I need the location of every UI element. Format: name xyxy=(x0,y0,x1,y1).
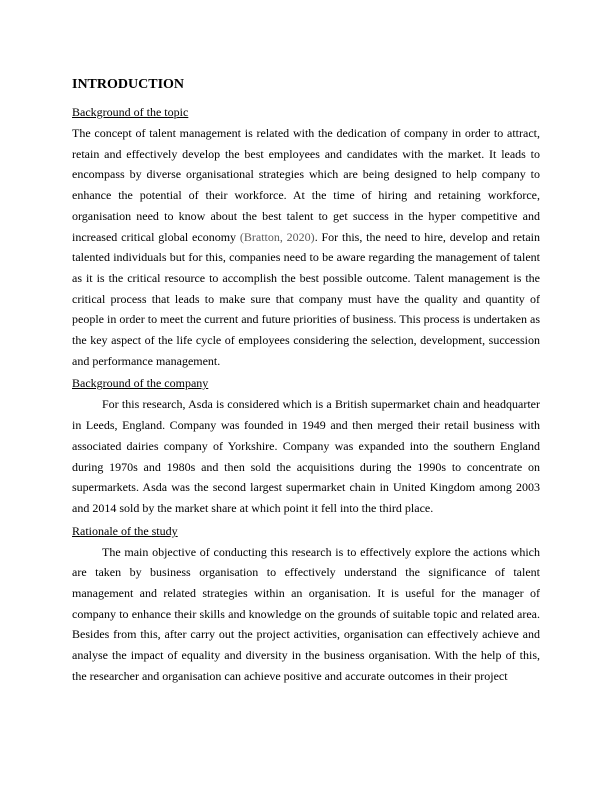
paragraph-rationale: The main objective of conducting this research is to effectively explore the actions which are taken by business organisation to effectively understand the significance of talent management and related strategies within an organisation. It is useful for the manager of company to enhance their skills and knowledge on the grounds of suitable topic and related area. Besides from this, after carry out the project activities, organisation can effectively achieve and analyse the impact of equality and diversity in the business organisation. With the help of this, the researcher and organisation can achieve positive and accurate outcomes in their project xyxy=(72,544,540,683)
paragraph-background-topic xyxy=(72,123,540,371)
subheading-background-company: Background of the company xyxy=(72,376,209,391)
subheading-rationale: Rationale of the study xyxy=(72,523,178,538)
paragraph-text: The concept of talent management is related with the dedication of company in order to attract, retain and effectively develop the best employees and candidates with the market. It leads to encompass by diverse organisational strategies which are being designed to help company to enhance the potential of their workforce. At the time of hiring and retaining workforce, organisation need to know about the best talent to get success in the hyper competitive and increased critical global economy xyxy=(72,126,540,244)
subheading-background-topic: Background of the topic xyxy=(72,105,189,119)
paragraph-text: . For this, the need to hire, develop and retain talented individuals but for this, companies need to be aware regarding the management of talent as it is the critical resource to accomplish the best possible outcome. Talent management is the critical process that leads to make sure that company must have the quality and quantity of people in order to meet the current and future priorities of business. This process is undertaken as the key aspect of the life cycle of employees considering the selection, development, succession and performance management. xyxy=(72,229,540,368)
citation: (Bratton, 2020) xyxy=(239,229,315,244)
section-heading: INTRODUCTION xyxy=(72,77,185,92)
paragraph-background-company: For this research, Asda is considered which is a British supermarket chain and headquarter in Leeds, England. Company was founded in 1949 and then merged their retail business with associated dairies company of Yorkshire. Company was expanded into the southern England during 1970s and 1980s and then sold the acquisitions during the 1990s to concentrate on supermarkets. Asda was the second largest supermarket chain in United Kingdom among 2003 and 2014 sold by the market share at which point it fell into the third place. xyxy=(72,397,540,515)
page-content xyxy=(72,76,540,690)
